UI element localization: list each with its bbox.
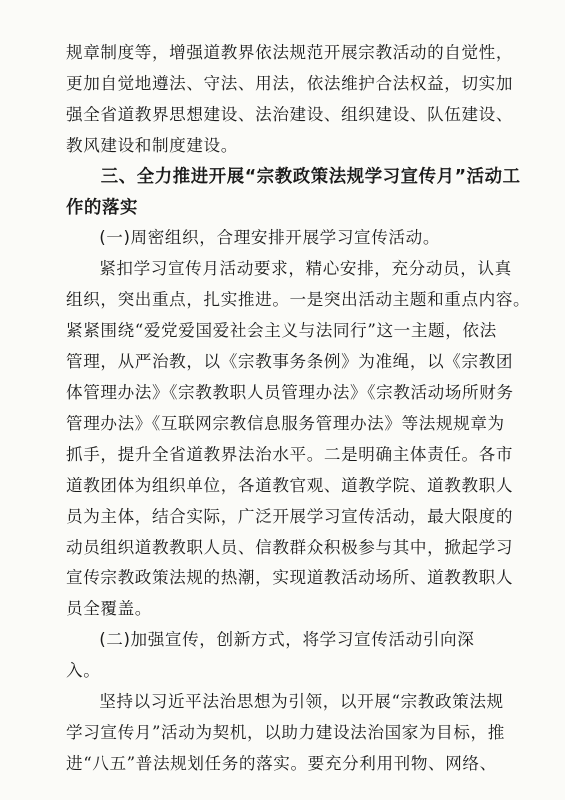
heading-line: 三、全力推进开展“宗教政策法规学习宣传月”活动工 <box>100 166 521 187</box>
text-line: 管理，从严治教，以《宗教事务条例》为准绳，以《宗教团 <box>66 352 514 372</box>
text-line: 体管理办法》《宗教教职人员管理办法》《宗教活动场所财务 <box>66 382 514 402</box>
text-line: 员全覆盖。 <box>66 599 152 619</box>
text-line: 管理办法》《互联网宗教信息服务管理办法》等法规规章为 <box>66 413 505 433</box>
text-line: 宣传宗教政策法规的热潮，实现道教活动场所、道教教职人 <box>66 568 514 588</box>
text-line: 教风建设和制度建设。 <box>66 135 238 155</box>
document-body <box>66 38 531 780</box>
subsection-heading-1: (一)周密组织，合理安排开展学习宣传活动。 <box>99 228 441 248</box>
text-line: 紧扣学习宣传月活动要求，精心安排，充分动员，认真 <box>99 259 512 279</box>
text-line: 抓手，提升全省道教界法治水平。二是明确主体责任。各市 <box>66 444 514 464</box>
paragraph-continuation <box>66 38 514 162</box>
text-line: 更加自觉地遵法、守法、用法，依法维护合法权益，切实加 <box>66 73 514 93</box>
text-line: 进“八五”普法规划任务的落实。要充分利用刊物、网络、 <box>66 753 497 773</box>
paragraph-promotion <box>66 687 506 780</box>
text-line: 规章制度等，增强道教界依法规范开展宗教活动的自觉性， <box>66 43 514 62</box>
text-line: 道教团体为组织单位，各道教官观、道教学院、道教教职人 <box>66 475 514 495</box>
text-line: 坚持以习近平法治思想为引领，以开展“宗教政策法规 <box>99 692 504 712</box>
text-line: 紧紧围绕“爱党爱国爱社会主义与法同行”这一主题，依法 <box>66 321 497 341</box>
text-line: 学习宣传月”活动为契机，以助力建设法治国家为目标，推 <box>66 722 505 742</box>
subsection-heading-2: (二)加强宣传，创新方式，将学习宣传活动引向深入。 <box>66 630 475 681</box>
text-line: 员为主体，结合实际，广泛开展学习宣传活动，最大限度的 <box>66 506 514 526</box>
text-line: 动员组织道教教职人员、信教群众积极参与其中，掀起学习 <box>66 537 514 557</box>
text-line: 强全省道教界思想建设、法治建设、组织建设、队伍建设、 <box>66 104 514 124</box>
paragraph-organization <box>66 254 531 625</box>
heading-line: 作的落实 <box>66 197 138 218</box>
text-line: 组织，突出重点，扎实推进。一是突出活动主题和重点内容。 <box>66 290 531 310</box>
section-heading-3 <box>66 162 521 224</box>
